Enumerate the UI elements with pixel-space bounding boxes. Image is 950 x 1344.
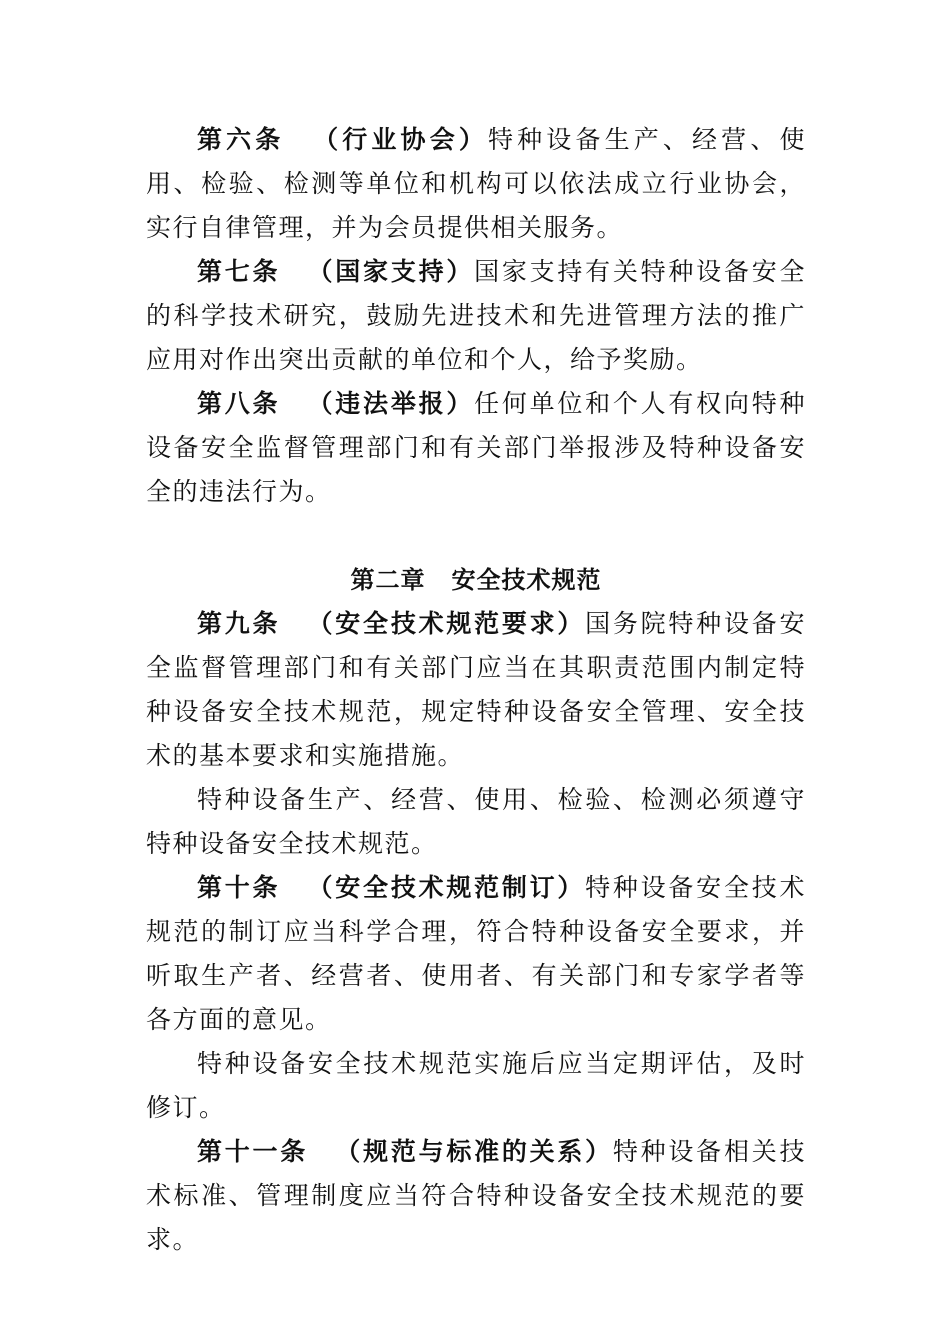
article-number: 第十条 bbox=[197, 873, 281, 902]
article-title: （规范与标准的关系） bbox=[334, 1137, 613, 1166]
article-title: （安全技术规范制订） bbox=[306, 873, 586, 902]
article-10 bbox=[146, 866, 806, 1042]
article-10-paragraph-2: 特种设备安全技术规范实施后应当定期评估，及时修订。 bbox=[146, 1049, 806, 1122]
chapter-title: 安全技术规范 bbox=[451, 566, 602, 594]
article-title: （国家支持） bbox=[306, 257, 475, 286]
article-9 bbox=[146, 602, 806, 778]
article-text: 特种设备相关技术标准、管理制度应当符合特种设备安全技术规范的要求。 bbox=[146, 1137, 806, 1254]
article-8 bbox=[146, 382, 806, 514]
article-9-paragraph-2: 特种设备生产、经营、使用、检验、检测必须遵守特种设备安全技术规范。 bbox=[146, 785, 806, 858]
article-6 bbox=[146, 118, 806, 250]
article-number: 第八条 bbox=[197, 389, 281, 418]
article-title: （安全技术规范要求） bbox=[306, 609, 586, 638]
article-text: 特种设备生产、经营、使用、检验、检测等单位和机构可以依法成立行业协会，实行自律管理，并为会员提供相关服务。 bbox=[146, 125, 806, 242]
chapter-heading bbox=[146, 558, 806, 602]
article-11 bbox=[146, 1130, 806, 1262]
article-text: 特种设备安全技术规范的制订应当科学合理，符合特种设备安全要求，并听取生产者、经营者、使用者、有关部门和专家学者等各方面的意见。 bbox=[146, 873, 806, 1034]
article-text: 任何单位和个人有权向特种设备安全监督管理部门和有关部门举报涉及特种设备安全的违法行为。 bbox=[146, 389, 806, 506]
article-text: 国务院特种设备安全监督管理部门和有关部门应当在其职责范围内制定特种设备安全技术规范，规定特种设备安全管理、安全技术的基本要求和实施措施。 bbox=[146, 609, 806, 770]
article-title: （违法举报） bbox=[306, 389, 475, 418]
article-number: 第十一条 bbox=[197, 1137, 309, 1166]
document-page bbox=[146, 118, 806, 1262]
article-text: 国家支持有关特种设备安全的科学技术研究，鼓励先进技术和先进管理方法的推广应用对作出突出贡献的单位和个人，给予奖励。 bbox=[146, 257, 806, 374]
article-7 bbox=[146, 250, 806, 382]
article-title: （行业协会） bbox=[310, 125, 488, 154]
article-number: 第九条 bbox=[197, 609, 281, 638]
article-number: 第六条 bbox=[197, 125, 285, 154]
article-number: 第七条 bbox=[197, 257, 281, 286]
chapter-number: 第二章 bbox=[350, 566, 426, 594]
